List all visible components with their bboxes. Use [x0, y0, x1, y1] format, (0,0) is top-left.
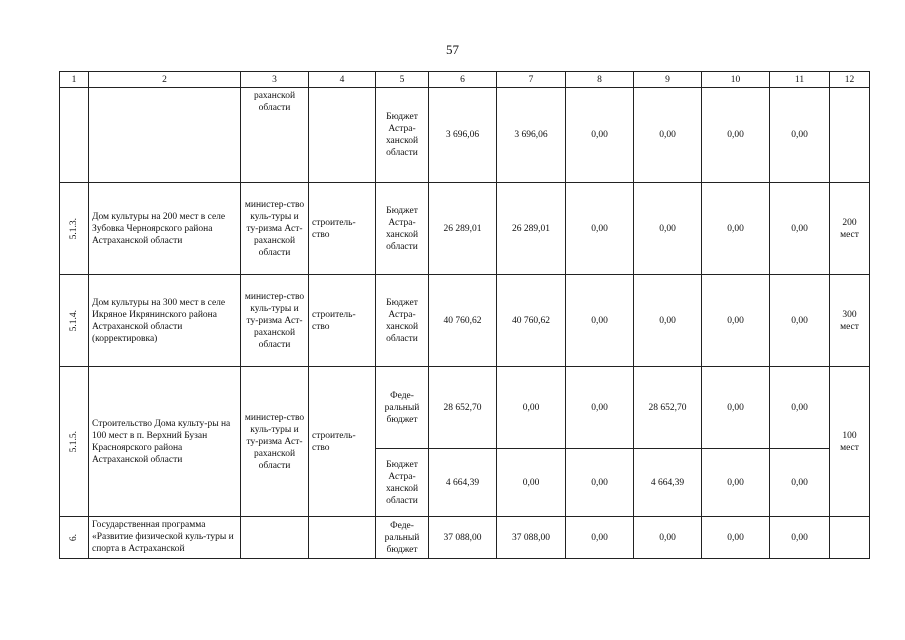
table-row — [60, 88, 870, 183]
row-number: 5.1.3. — [69, 217, 79, 240]
value-cell: 0,00 — [634, 275, 702, 367]
object-name-cell: Дом культуры на 300 мест в селе Икряное Икрянинского района Астраханской области (корректировка) — [89, 275, 241, 367]
budget-table — [59, 71, 870, 559]
header-cell: 11 — [770, 72, 830, 88]
object-name-cell: Государственная программа «Развитие физической куль-туры и спорта в Астраханской — [89, 517, 241, 559]
row-number-cell — [60, 183, 89, 275]
value-cell: 0,00 — [566, 449, 634, 517]
table-row — [60, 517, 870, 559]
capacity-cell: 200 мест — [830, 183, 870, 275]
funding-source-cell: Бюджет Астра-ханской области — [376, 88, 429, 183]
row-number-cell — [60, 275, 89, 367]
table-row — [60, 275, 870, 367]
value-cell: 40 760,62 — [429, 275, 497, 367]
value-cell: 4 664,39 — [634, 449, 702, 517]
row-number: 5.1.5. — [69, 430, 79, 453]
funding-source-cell: Бюджет Астра-ханской области — [376, 183, 429, 275]
capacity-cell: 300 мест — [830, 275, 870, 367]
value-cell: 0,00 — [566, 275, 634, 367]
value-cell: 0,00 — [497, 449, 566, 517]
value-cell: 26 289,01 — [429, 183, 497, 275]
header-row — [60, 72, 870, 88]
value-cell: 3 696,06 — [429, 88, 497, 183]
value-cell: 0,00 — [566, 88, 634, 183]
value-cell: 0,00 — [702, 517, 770, 559]
funding-source-cell: Бюджет Астра-ханской области — [376, 449, 429, 517]
header-cell: 3 — [241, 72, 309, 88]
row-number: 5.1.4. — [69, 309, 79, 332]
responsible-cell: министер-ство куль-туры и ту-ризма Аст-раханской области — [241, 367, 309, 517]
row-number: 6. — [69, 533, 79, 542]
header-cell: 1 — [60, 72, 89, 88]
value-cell: 0,00 — [770, 183, 830, 275]
value-cell: 26 289,01 — [497, 183, 566, 275]
header-cell: 6 — [429, 72, 497, 88]
work-type-cell: строитель-ство — [309, 275, 376, 367]
object-name-cell — [89, 88, 241, 183]
funding-source-cell: Бюджет Астра-ханской области — [376, 275, 429, 367]
value-cell: 40 760,62 — [497, 275, 566, 367]
work-type-cell — [309, 88, 376, 183]
capacity-cell — [830, 88, 870, 183]
row-number-cell — [60, 517, 89, 559]
value-cell: 0,00 — [702, 449, 770, 517]
header-cell: 10 — [702, 72, 770, 88]
table-row — [60, 367, 870, 449]
value-cell: 0,00 — [702, 367, 770, 449]
value-cell: 0,00 — [770, 88, 830, 183]
value-cell: 37 088,00 — [497, 517, 566, 559]
value-cell: 0,00 — [497, 367, 566, 449]
work-type-cell: строитель-ство — [309, 367, 376, 517]
value-cell: 3 696,06 — [497, 88, 566, 183]
value-cell: 0,00 — [770, 449, 830, 517]
responsible-cell: министер-ство куль-туры и ту-ризма Аст-раханской области — [241, 183, 309, 275]
table-row — [60, 183, 870, 275]
header-cell: 7 — [497, 72, 566, 88]
page-number: 57 — [446, 42, 459, 57]
responsible-cell — [241, 517, 309, 559]
work-type-cell — [309, 517, 376, 559]
value-cell: 0,00 — [634, 517, 702, 559]
header-cell: 8 — [566, 72, 634, 88]
capacity-cell — [830, 517, 870, 559]
value-cell: 28 652,70 — [634, 367, 702, 449]
work-type-cell: строитель-ство — [309, 183, 376, 275]
object-name-cell: Строительство Дома культу-ры на 100 мест в п. Верхний Бузан Красноярского района Астраханской области — [89, 367, 241, 517]
header-cell: 5 — [376, 72, 429, 88]
header-cell: 12 — [830, 72, 870, 88]
object-name-cell: Дом культуры на 200 мест в селе Зубовка Черноярского района Астраханской области — [89, 183, 241, 275]
value-cell: 0,00 — [702, 88, 770, 183]
header-cell: 9 — [634, 72, 702, 88]
value-cell: 4 664,39 — [429, 449, 497, 517]
funding-source-cell: Феде-ральный бюджет — [376, 367, 429, 449]
value-cell: 0,00 — [702, 275, 770, 367]
header-cell: 2 — [89, 72, 241, 88]
value-cell: 0,00 — [566, 517, 634, 559]
row-number-cell — [60, 367, 89, 517]
value-cell: 0,00 — [770, 275, 830, 367]
funding-source-cell: Феде-ральный бюджет — [376, 517, 429, 559]
value-cell: 0,00 — [702, 183, 770, 275]
value-cell: 28 652,70 — [429, 367, 497, 449]
value-cell: 0,00 — [566, 367, 634, 449]
responsible-cell: министер-ство куль-туры и ту-ризма Аст-раханской области — [241, 275, 309, 367]
value-cell: 0,00 — [770, 367, 830, 449]
capacity-cell: 100 мест — [830, 367, 870, 517]
row-number-cell — [60, 88, 89, 183]
value-cell: 0,00 — [634, 88, 702, 183]
value-cell: 0,00 — [566, 183, 634, 275]
header-cell: 4 — [309, 72, 376, 88]
value-cell: 0,00 — [770, 517, 830, 559]
value-cell: 37 088,00 — [429, 517, 497, 559]
responsible-cell: раханской области — [241, 88, 309, 183]
value-cell: 0,00 — [634, 183, 702, 275]
